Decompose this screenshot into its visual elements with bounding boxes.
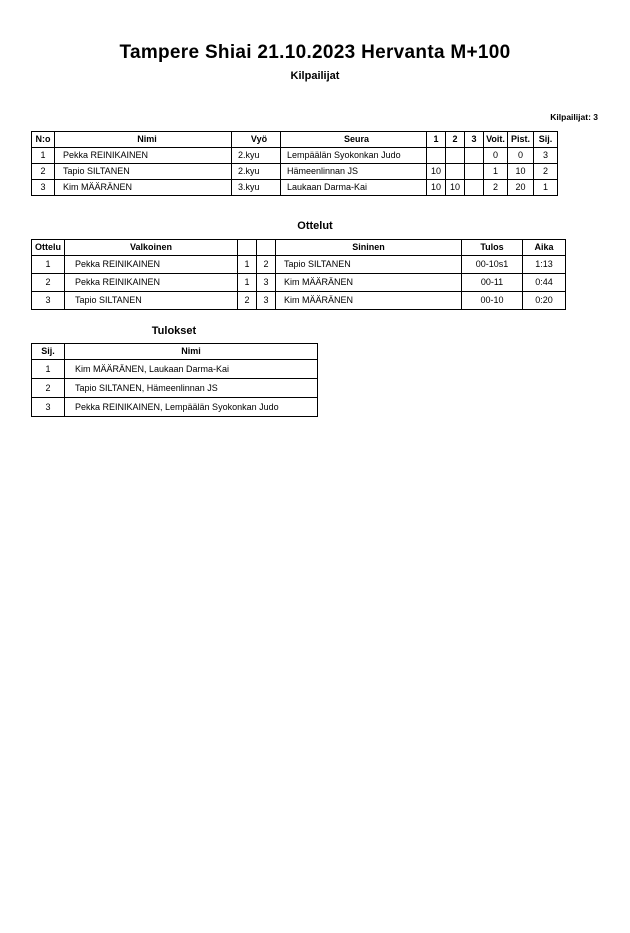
cell-match-1: 10 bbox=[427, 180, 446, 196]
col-header-points: Pist. bbox=[508, 132, 534, 148]
table-row bbox=[32, 292, 566, 310]
competitors-heading: Kilpailijat bbox=[290, 70, 340, 82]
cell-result: 00-10 bbox=[462, 292, 523, 310]
cell-match-number: 1 bbox=[32, 256, 65, 274]
cell-number: 3 bbox=[32, 180, 55, 196]
cell-time: 0:44 bbox=[523, 274, 566, 292]
col-header-name: Nimi bbox=[55, 132, 232, 148]
col-header-white: Valkoinen bbox=[65, 240, 238, 256]
cell-blue-seed: 2 bbox=[257, 256, 276, 274]
cell-belt: 3.kyu bbox=[232, 180, 281, 196]
cell-rank: 3 bbox=[534, 148, 558, 164]
cell-match-2 bbox=[446, 164, 465, 180]
table-row bbox=[32, 398, 318, 417]
cell-white: Tapio SILTANEN bbox=[65, 292, 238, 310]
table-row bbox=[32, 274, 566, 292]
col-header-blue: Sininen bbox=[276, 240, 462, 256]
table-row bbox=[32, 180, 558, 196]
col-header-white-seed bbox=[238, 240, 257, 256]
table-row bbox=[32, 148, 558, 164]
matches-heading: Ottelut bbox=[297, 220, 333, 232]
cell-name: Pekka REINIKAINEN bbox=[55, 148, 232, 164]
col-header-blue-seed bbox=[257, 240, 276, 256]
cell-rank: 2 bbox=[534, 164, 558, 180]
table-row bbox=[32, 164, 558, 180]
cell-match-3 bbox=[465, 180, 484, 196]
cell-result: 00-11 bbox=[462, 274, 523, 292]
cell-time: 0:20 bbox=[523, 292, 566, 310]
cell-blue: Kim MÄÄRÄNEN bbox=[276, 274, 462, 292]
cell-blue: Kim MÄÄRÄNEN bbox=[276, 292, 462, 310]
col-header-result: Tulos bbox=[462, 240, 523, 256]
cell-blue-seed: 3 bbox=[257, 274, 276, 292]
document-page bbox=[0, 42, 630, 933]
cell-belt: 2.kyu bbox=[232, 148, 281, 164]
cell-match-1 bbox=[427, 148, 446, 164]
cell-name: Kim MÄÄRÄNEN bbox=[55, 180, 232, 196]
cell-wins: 0 bbox=[484, 148, 508, 164]
cell-name: Tapio SILTANEN bbox=[55, 164, 232, 180]
cell-match-1: 10 bbox=[427, 164, 446, 180]
cell-white: Pekka REINIKAINEN bbox=[65, 274, 238, 292]
cell-white-seed: 2 bbox=[238, 292, 257, 310]
cell-rank: 1 bbox=[534, 180, 558, 196]
cell-belt: 2.kyu bbox=[232, 164, 281, 180]
cell-club: Lempäälän Syokonkan Judo bbox=[281, 148, 427, 164]
table-header-row bbox=[32, 132, 558, 148]
table-row bbox=[32, 379, 318, 398]
col-header-belt: Vyö bbox=[232, 132, 281, 148]
cell-wins: 2 bbox=[484, 180, 508, 196]
cell-blue: Tapio SILTANEN bbox=[276, 256, 462, 274]
col-header-rank: Sij. bbox=[534, 132, 558, 148]
col-header-match-number: Ottelu bbox=[32, 240, 65, 256]
cell-match-3 bbox=[465, 164, 484, 180]
cell-white-seed: 1 bbox=[238, 256, 257, 274]
cell-white: Pekka REINIKAINEN bbox=[65, 256, 238, 274]
cell-points: 20 bbox=[508, 180, 534, 196]
col-header-rank: Sij. bbox=[32, 344, 65, 360]
col-header-match-3: 3 bbox=[465, 132, 484, 148]
table-header-row bbox=[32, 240, 566, 256]
cell-rank: 1 bbox=[32, 360, 65, 379]
competitors-table bbox=[31, 131, 558, 196]
cell-match-number: 2 bbox=[32, 274, 65, 292]
cell-club: Laukaan Darma-Kai bbox=[281, 180, 427, 196]
cell-name: Kim MÄÄRÄNEN, Laukaan Darma-Kai bbox=[65, 360, 318, 379]
table-row bbox=[32, 256, 566, 274]
cell-rank: 3 bbox=[32, 398, 65, 417]
page-title: Tampere Shiai 21.10.2023 Hervanta M+100 bbox=[119, 42, 511, 63]
cell-number: 2 bbox=[32, 164, 55, 180]
cell-wins: 1 bbox=[484, 164, 508, 180]
col-header-name: Nimi bbox=[65, 344, 318, 360]
matches-table bbox=[31, 239, 566, 310]
cell-white-seed: 1 bbox=[238, 274, 257, 292]
cell-name: Pekka REINIKAINEN, Lempäälän Syokonkan Judo bbox=[65, 398, 318, 417]
col-header-match-2: 2 bbox=[446, 132, 465, 148]
cell-result: 00-10s1 bbox=[462, 256, 523, 274]
cell-match-2: 10 bbox=[446, 180, 465, 196]
cell-match-3 bbox=[465, 148, 484, 164]
cell-points: 10 bbox=[508, 164, 534, 180]
cell-match-2 bbox=[446, 148, 465, 164]
results-table bbox=[31, 343, 318, 417]
results-heading: Tulokset bbox=[151, 325, 197, 337]
cell-points: 0 bbox=[508, 148, 534, 164]
cell-number: 1 bbox=[32, 148, 55, 164]
cell-club: Hämeenlinnan JS bbox=[281, 164, 427, 180]
cell-rank: 2 bbox=[32, 379, 65, 398]
col-header-time: Aika bbox=[523, 240, 566, 256]
table-row bbox=[32, 360, 318, 379]
col-header-club: Seura bbox=[281, 132, 427, 148]
col-header-number: N:o bbox=[32, 132, 55, 148]
cell-match-number: 3 bbox=[32, 292, 65, 310]
cell-blue-seed: 3 bbox=[257, 292, 276, 310]
table-header-row bbox=[32, 344, 318, 360]
cell-name: Tapio SILTANEN, Hämeenlinnan JS bbox=[65, 379, 318, 398]
cell-time: 1:13 bbox=[523, 256, 566, 274]
col-header-match-1: 1 bbox=[427, 132, 446, 148]
col-header-wins: Voit. bbox=[484, 132, 508, 148]
competitor-count: Kilpailijat: 3 bbox=[550, 112, 598, 122]
